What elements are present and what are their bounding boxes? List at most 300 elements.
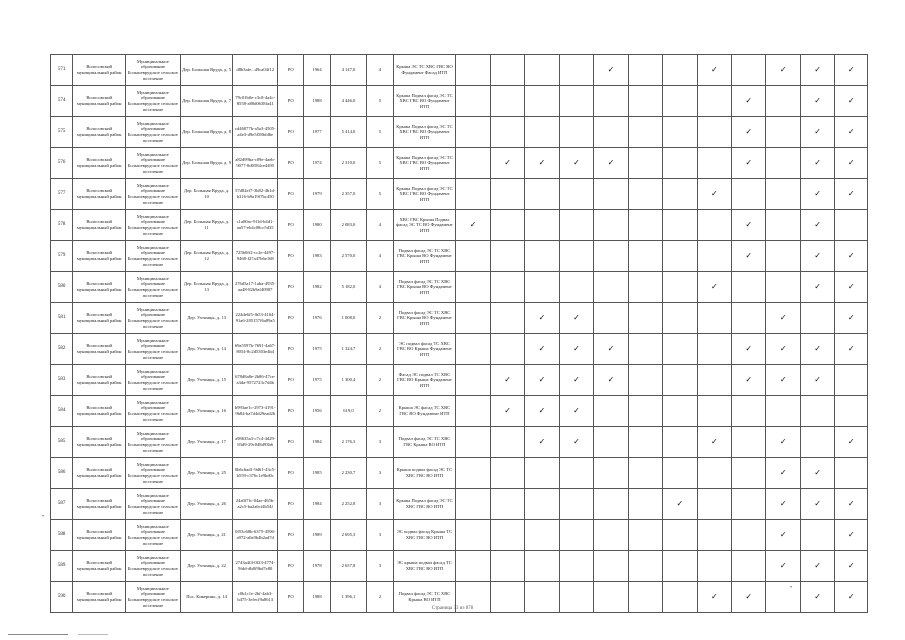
cell-n: 586 — [51, 458, 73, 489]
checkmark-icon: ✓ — [847, 65, 855, 74]
check-cell — [800, 396, 834, 427]
cell-type: РО — [278, 303, 304, 334]
cell-floors: 4 — [367, 55, 393, 86]
check-cell — [800, 241, 834, 272]
cell-n: 579 — [51, 241, 73, 272]
cell-area: 1 008,0 — [330, 303, 366, 334]
cell-type: РО — [278, 396, 304, 427]
check-cell — [525, 179, 559, 210]
checkmark-icon: ✓ — [814, 561, 821, 570]
check-cell — [525, 334, 559, 365]
cell-n: 588 — [51, 520, 73, 551]
checkmark-icon: ✓ — [847, 437, 855, 446]
cell-address: Пос. Кикерино, д. 14 — [180, 582, 233, 613]
cell-n: 576 — [51, 148, 73, 179]
checkmark-icon: ✓ — [745, 592, 753, 601]
cell-mo: Муниципальное образование Большеврудское сельское поселение — [126, 520, 181, 551]
checkmark-icon: ✓ — [607, 65, 615, 74]
check-cell — [732, 520, 766, 551]
cell-district: Волосовский муниципальный район — [73, 458, 126, 489]
cell-district: Волосовский муниципальный район — [73, 489, 126, 520]
cell-id: 24a0f7fc-04ae-465b-a2c5-ba2a6cf4b54f — [233, 489, 278, 520]
cell-type: РО — [278, 551, 304, 582]
check-cell — [766, 86, 800, 117]
checkmark-icon: ✓ — [814, 158, 821, 167]
cell-area: 4 147,0 — [330, 55, 366, 86]
checkmark-icon: ✓ — [779, 65, 787, 74]
check-cell — [525, 396, 559, 427]
check-cell — [766, 303, 800, 334]
check-cell — [628, 396, 662, 427]
checkmark-icon: ✓ — [814, 592, 821, 601]
check-cell — [628, 365, 662, 396]
check-cell — [559, 55, 593, 86]
cell-id: 276d5a17-1aba-4935-aa48-82b9af40907 — [233, 272, 278, 303]
cell-id: c0b1c1e-2bf-4ab3-b475-3efecf9a8613 — [233, 582, 278, 613]
check-cell — [456, 334, 490, 365]
cell-mo: Муниципальное образование Большеврудское сельское поселение — [126, 334, 181, 365]
cell-type: РО — [278, 241, 304, 272]
cell-area: 2 570,0 — [330, 241, 366, 272]
check-cell — [732, 272, 766, 303]
cell-address: Дер. Большая Вруда, д. 12 — [180, 241, 233, 272]
check-cell — [525, 303, 559, 334]
cell-works: Крыша Подвал фасад ЭС ТС ХВС ГВС ВО Фундамент ИТП — [393, 179, 456, 210]
cell-mo: Муниципальное образование Большеврудское сельское поселение — [126, 458, 181, 489]
checkmark-icon: ✓ — [779, 530, 787, 539]
check-cell — [456, 86, 490, 117]
checkmark-icon: ✓ — [710, 282, 718, 291]
checkmark-icon: ✓ — [779, 375, 787, 384]
check-cell — [456, 148, 490, 179]
check-cell — [559, 427, 593, 458]
cell-floors: 3 — [367, 458, 393, 489]
check-cell — [835, 241, 868, 272]
cell-id: cd46077b-a5a3-4505-a4e3-d9e5f58bfd6e — [233, 117, 278, 148]
check-cell — [628, 117, 662, 148]
cell-id: 725b0ff2-cc2e-4497-9468-f27a47b6e168 — [233, 241, 278, 272]
check-cell — [697, 55, 731, 86]
table-row — [51, 179, 868, 210]
cell-works: Подвал фасад ЭС ТС ХВС ГВС Крыша ВО Фундамент ИТП — [393, 303, 456, 334]
checkmark-icon: ✓ — [607, 375, 615, 384]
cell-area: 2 310,0 — [330, 148, 366, 179]
checkmark-icon: ✓ — [573, 158, 580, 167]
check-cell — [732, 334, 766, 365]
cell-area: 2 657,8 — [330, 551, 366, 582]
check-cell — [663, 303, 697, 334]
cell-area: 4 446,0 — [330, 86, 366, 117]
check-cell — [490, 520, 524, 551]
checkmark-icon: ✓ — [538, 313, 546, 322]
cell-floors: 3 — [367, 427, 393, 458]
check-cell — [456, 458, 490, 489]
cell-area: 2 695,3 — [330, 520, 366, 551]
check-cell — [800, 55, 834, 86]
cell-mo: Муниципальное образование Большеврудское сельское поселение — [126, 365, 181, 396]
check-cell — [732, 55, 766, 86]
cell-year: 1978 — [304, 551, 330, 582]
cell-address: Дер. Ухтинцы, д. 13 — [180, 303, 233, 334]
checkmark-icon: ✓ — [676, 499, 684, 508]
checkmark-icon: ✓ — [847, 189, 855, 198]
cell-mo: Муниципальное образование Большеврудское сельское поселение — [126, 582, 181, 613]
cell-area: 619,0 — [330, 396, 366, 427]
check-cell — [663, 396, 697, 427]
cell-address: Дер. Большая Вруда, д. 8 — [180, 117, 233, 148]
check-cell — [490, 396, 524, 427]
table-row — [51, 241, 868, 272]
table-row — [51, 303, 868, 334]
check-cell — [732, 489, 766, 520]
check-cell — [559, 458, 593, 489]
cell-works: Крыша Подвал фасад ЭС ТС ХВС ГВС ВО Фундамент ИТП — [393, 117, 456, 148]
check-cell — [559, 334, 593, 365]
cell-type: РО — [278, 489, 304, 520]
cell-mo: Муниципальное образование Большеврудское сельское поселение — [126, 489, 181, 520]
check-cell — [800, 489, 834, 520]
check-cell — [800, 551, 834, 582]
check-cell — [559, 551, 593, 582]
cell-n: 584 — [51, 396, 73, 427]
cell-floors: 2 — [367, 582, 393, 613]
check-cell — [663, 520, 697, 551]
checkmark-icon: ✓ — [779, 499, 787, 508]
cell-floors: 5 — [367, 179, 393, 210]
check-cell — [663, 210, 697, 241]
checkmark-icon: ✓ — [779, 437, 787, 446]
check-cell — [766, 272, 800, 303]
check-cell — [697, 148, 731, 179]
check-cell — [800, 520, 834, 551]
check-cell — [663, 55, 697, 86]
check-cell — [594, 458, 628, 489]
check-cell — [663, 86, 697, 117]
cell-id: 69a5597b-7691-4a67-8054-8c2d5303e4b4 — [233, 334, 278, 365]
check-cell — [835, 272, 868, 303]
check-cell — [456, 55, 490, 86]
check-cell — [835, 86, 868, 117]
cell-mo: Муниципальное образование Большеврудское сельское поселение — [126, 303, 181, 334]
check-cell — [663, 334, 697, 365]
cell-address: Дер. Ухтинцы, д. 14 — [180, 334, 233, 365]
check-cell — [766, 396, 800, 427]
checkmark-icon: ✓ — [814, 375, 821, 384]
cell-works: ЭС крыша подвал фасад ТС ХВС ГВС ВО ИТП — [393, 551, 456, 582]
cell-address: Дер. Большая Вруда, д. 10 — [180, 179, 233, 210]
check-cell — [800, 86, 834, 117]
cell-works: Крыша ЭС фасад ТС ХВС ГВС ВО Фундамент ИТП — [393, 396, 456, 427]
cell-works: Крыша Подвал фасад ЭС ТС ХВС ГВС ВО Фундамент ИТП — [393, 86, 456, 117]
check-cell — [594, 55, 628, 86]
check-cell — [663, 365, 697, 396]
footer-rule — [78, 634, 108, 635]
checkmark-icon: ✓ — [779, 561, 787, 570]
cell-district: Волосовский муниципальный район — [73, 179, 126, 210]
checkmark-icon: ✓ — [847, 313, 855, 322]
cell-works: Подвал фасад ЭС ТС ХВС ГВС Крыша ВО Фундамент ИТП — [393, 241, 456, 272]
cell-mo: Муниципальное образование Большеврудское сельское поселение — [126, 241, 181, 272]
cell-address: Дер. Большая Вруда, д. 7 — [180, 86, 233, 117]
cell-floors: 4 — [367, 210, 393, 241]
cell-n: 580 — [51, 272, 73, 303]
check-cell — [456, 117, 490, 148]
checkmark-icon: ✓ — [814, 282, 821, 291]
check-cell — [766, 334, 800, 365]
cell-district: Волосовский муниципальный район — [73, 272, 126, 303]
cell-n: 578 — [51, 210, 73, 241]
cell-area: 5 414,0 — [330, 117, 366, 148]
cell-district: Волосовский муниципальный район — [73, 551, 126, 582]
check-cell — [559, 520, 593, 551]
cell-area: 2 176,3 — [330, 427, 366, 458]
cell-type: РО — [278, 55, 304, 86]
cell-year: 1975 — [304, 334, 330, 365]
check-cell — [835, 210, 868, 241]
check-cell — [594, 272, 628, 303]
check-cell — [456, 272, 490, 303]
check-cell — [594, 334, 628, 365]
checkmark-icon: ✓ — [504, 158, 511, 167]
checkmark-icon: ✓ — [573, 344, 580, 353]
check-cell — [456, 551, 490, 582]
check-cell — [663, 148, 697, 179]
check-cell — [525, 551, 559, 582]
check-cell — [835, 334, 868, 365]
check-cell — [490, 458, 524, 489]
check-cell — [800, 117, 834, 148]
cell-year: 1974 — [304, 148, 330, 179]
table-row — [51, 396, 868, 427]
check-cell — [525, 86, 559, 117]
check-cell — [490, 489, 524, 520]
check-cell — [525, 427, 559, 458]
cell-address: Дер. Ухтинцы, д. 16 — [180, 396, 233, 427]
checkmark-icon: ✓ — [814, 344, 821, 353]
check-cell — [732, 396, 766, 427]
cell-works: Крыша ЭС ТС ХВС ГВС ВО Фундамент Фасад ИТП — [393, 55, 456, 86]
cell-address: Дер. Большая Вруда, д. 9 — [180, 148, 233, 179]
check-cell — [766, 210, 800, 241]
cell-mo: Муниципальное образование Большеврудское сельское поселение — [126, 272, 181, 303]
cell-year: 1988 — [304, 582, 330, 613]
cell-area: 2 083,0 — [330, 210, 366, 241]
checkmark-icon: ✓ — [847, 158, 855, 167]
check-cell — [697, 303, 731, 334]
cell-district: Волосовский муниципальный район — [73, 365, 126, 396]
checkmark-icon: ✓ — [814, 189, 821, 198]
cell-n: 581 — [51, 303, 73, 334]
check-cell — [663, 551, 697, 582]
check-cell — [697, 427, 731, 458]
table-row — [51, 272, 868, 303]
check-cell — [559, 86, 593, 117]
cell-year: 1988 — [304, 86, 330, 117]
checkmark-icon: ✓ — [573, 313, 580, 322]
checkmark-icon: ✓ — [710, 65, 718, 74]
check-cell — [559, 241, 593, 272]
check-cell — [732, 179, 766, 210]
cell-district: Волосовский муниципальный район — [73, 55, 126, 86]
checkmark-icon: ✓ — [573, 437, 580, 446]
check-cell — [835, 458, 868, 489]
checkmark-icon: ✓ — [814, 65, 821, 74]
check-cell — [835, 365, 868, 396]
checkmark-icon: ✓ — [710, 592, 718, 601]
checkmark-icon: ✓ — [847, 282, 855, 291]
check-cell — [732, 427, 766, 458]
check-cell — [766, 489, 800, 520]
check-cell — [525, 210, 559, 241]
cell-mo: Муниципальное образование Большеврудское сельское поселение — [126, 148, 181, 179]
check-cell — [525, 458, 559, 489]
cell-id: b993ae1c-2973-4191-9b84-ba7d4d29ead2b — [233, 396, 278, 427]
check-cell — [800, 303, 834, 334]
table-row — [51, 520, 868, 551]
checkmark-icon: ✓ — [814, 499, 821, 508]
check-cell — [732, 86, 766, 117]
check-cell — [835, 427, 868, 458]
check-cell — [594, 396, 628, 427]
cell-year: 1985 — [304, 458, 330, 489]
cell-district: Волосовский муниципальный район — [73, 520, 126, 551]
cell-id: a82d99ba-c09e-4aeb-9077-8d0584ce4495 — [233, 148, 278, 179]
cell-area: 2 252,8 — [330, 489, 366, 520]
check-cell — [766, 117, 800, 148]
check-cell — [732, 365, 766, 396]
cell-district: Волосовский муниципальный район — [73, 241, 126, 272]
table-row — [51, 489, 868, 520]
cell-type: РО — [278, 179, 304, 210]
check-cell — [697, 365, 731, 396]
check-cell — [628, 210, 662, 241]
cell-year: 1956 — [304, 396, 330, 427]
check-cell — [490, 365, 524, 396]
check-cell — [800, 148, 834, 179]
cell-mo: Муниципальное образование Большеврудское сельское поселение — [126, 396, 181, 427]
cell-district: Волосовский муниципальный район — [73, 396, 126, 427]
check-cell — [456, 303, 490, 334]
check-cell — [628, 86, 662, 117]
checkmark-icon: ✓ — [779, 344, 787, 353]
table-row — [51, 148, 868, 179]
check-cell — [456, 365, 490, 396]
cell-year: 1979 — [304, 179, 330, 210]
check-cell — [800, 272, 834, 303]
cell-address: Дер. Ухтинцы, д. 26 — [180, 489, 233, 520]
check-cell — [559, 272, 593, 303]
check-cell — [628, 303, 662, 334]
check-cell — [525, 148, 559, 179]
check-cell — [594, 551, 628, 582]
cell-id: 0b6c6ad1-9d61-43c5-b559-c376c1e9bd0c — [233, 458, 278, 489]
checkmark-icon: ✓ — [745, 96, 753, 105]
checkmark-icon: ✓ — [469, 220, 477, 229]
cell-area: 1 324,7 — [330, 334, 366, 365]
check-cell — [835, 489, 868, 520]
checkmark-icon: ✓ — [710, 437, 718, 446]
cell-district: Волосовский муниципальный район — [73, 582, 126, 613]
cell-n: 575 — [51, 117, 73, 148]
checkmark-icon: ✓ — [745, 344, 753, 353]
cell-mo: Муниципальное образование Большеврудское сельское поселение — [126, 551, 181, 582]
cell-year: 1983 — [304, 241, 330, 272]
check-cell — [766, 55, 800, 86]
check-cell — [490, 148, 524, 179]
cell-n: 574 — [51, 86, 73, 117]
cell-floors: 5 — [367, 117, 393, 148]
cell-year: 1977 — [304, 117, 330, 148]
check-cell — [490, 179, 524, 210]
check-cell — [697, 86, 731, 117]
side-mark: • — [42, 514, 45, 520]
checkmark-icon: ✓ — [745, 220, 753, 229]
check-cell — [594, 365, 628, 396]
cell-floors: 5 — [367, 148, 393, 179]
table-row — [51, 117, 868, 148]
cell-year: 1980 — [304, 210, 330, 241]
check-cell — [800, 427, 834, 458]
check-cell — [663, 272, 697, 303]
checkmark-icon: ✓ — [504, 375, 511, 384]
check-cell — [525, 365, 559, 396]
checkmark-icon: ✓ — [779, 313, 787, 322]
checkmark-icon: ✓ — [745, 158, 753, 167]
check-cell — [732, 241, 766, 272]
cell-n: 571 — [51, 55, 73, 86]
cell-n: 583 — [51, 365, 73, 396]
table-row — [51, 86, 868, 117]
cell-address: Дер. Ухтинцы, д. 15 — [180, 365, 233, 396]
cell-district: Волосовский муниципальный район — [73, 148, 126, 179]
checkmark-icon: ✓ — [538, 344, 546, 353]
cell-n: 590 — [51, 582, 73, 613]
cell-floors: 5 — [367, 86, 393, 117]
check-cell — [628, 241, 662, 272]
check-cell — [628, 272, 662, 303]
check-cell — [594, 520, 628, 551]
cell-district: Волосовский муниципальный район — [73, 117, 126, 148]
cell-n: 589 — [51, 551, 73, 582]
check-cell — [628, 427, 662, 458]
check-cell — [663, 427, 697, 458]
cell-mo: Муниципальное образование Большеврудское сельское поселение — [126, 86, 181, 117]
cell-id: 224de6f5-fb53-4164-91a6-285157f6a89a5 — [233, 303, 278, 334]
cell-type: РО — [278, 458, 304, 489]
cell-area: 5 182,0 — [330, 272, 366, 303]
cell-type: РО — [278, 334, 304, 365]
check-cell — [628, 179, 662, 210]
check-cell — [490, 551, 524, 582]
cell-floors: 2 — [367, 365, 393, 396]
footer-rule — [8, 634, 68, 635]
cell-type: РО — [278, 582, 304, 613]
checkmark-icon: ✓ — [847, 592, 855, 601]
cell-address: Дер. Большая Вруда, д. 5 — [180, 55, 233, 86]
check-cell — [490, 55, 524, 86]
cell-type: РО — [278, 427, 304, 458]
cell-floors: 3 — [367, 520, 393, 551]
check-cell — [490, 210, 524, 241]
check-cell — [594, 427, 628, 458]
check-cell — [766, 427, 800, 458]
cell-id: 2743a4f4-0f23-4774-9fdd-db8f9bd7e80 — [233, 551, 278, 582]
check-cell — [835, 551, 868, 582]
cell-id: d8b3afe...d9ca04f12 — [233, 55, 278, 86]
check-cell — [490, 427, 524, 458]
cell-type: РО — [278, 365, 304, 396]
cell-address: Дер. Ухтинцы, д. 21 — [180, 520, 233, 551]
